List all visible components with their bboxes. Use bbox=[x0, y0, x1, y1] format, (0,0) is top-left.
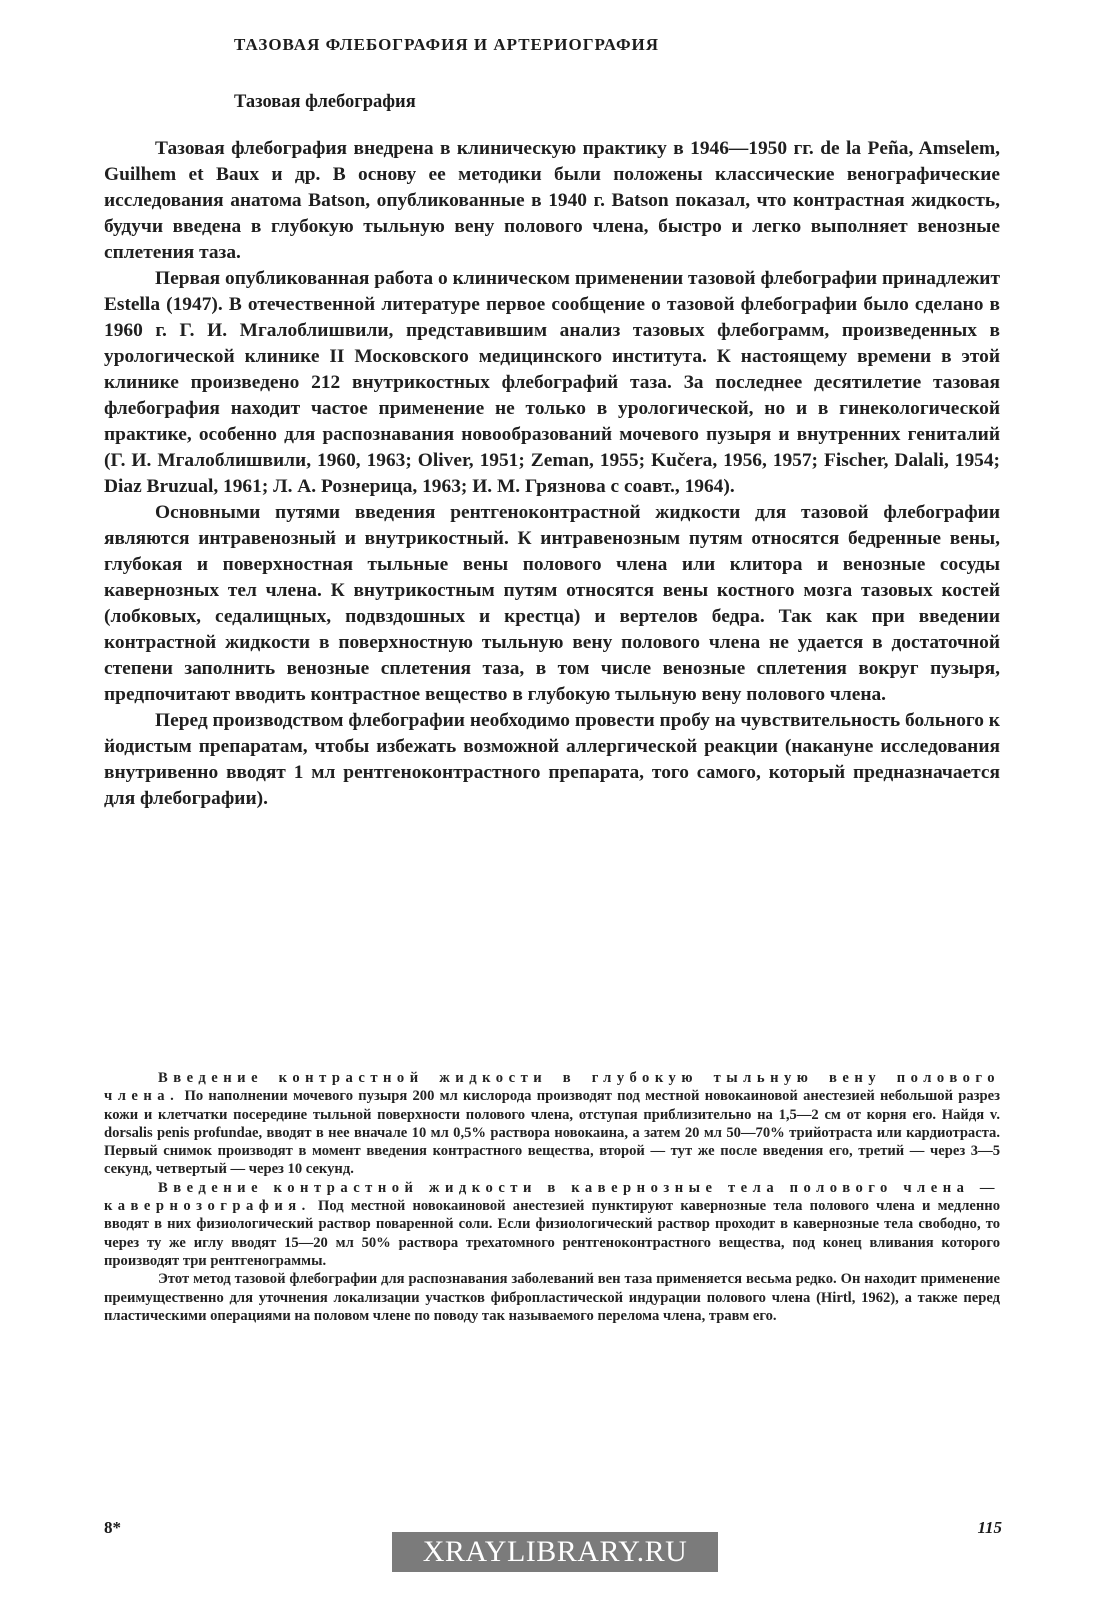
paragraph-history: Первая опубликованная работа о клиническом применении тазовой флебографии принадлежит Estella (1947). В отечественной литературе первое сообщение о тазовой флебографии было сделано в 1960 г. Г. И. Мгалоблишвили, представившим анализ тазовых флебограмм, произведенных в урологической клинике II Московского медицинского института. К настоящему времени в этой клинике произведено 212 внутрикостных флебографий таза. За последнее десятилетие тазовая флебография находит частое применение не только в урологической, но и в гинекологической практике, особенно для распознавания новообразований мочевого пузыря и внутренних гениталий (Г. И. Мгалоблишвили, 1960, 1963; Oliver, 1951; Zeman, 1955; Kučera, 1956, 1957; Fischer, Dalali, 1954; Diaz Bruzual, 1961; Л. А. Рознерица, 1963; И. М. Грязнова с соавт., 1964). bbox=[104, 268, 1000, 497]
paragraph-allergy-test: Перед производством флебографии необходимо провести пробу на чувствительность больного к йодистым препаратам, чтобы избежать возможной аллергической реакции (накануне исследования внутривенно вводят 1 мл рентгеноконтрастного препарата, того самого, который предназначается для флебографии). bbox=[104, 710, 1000, 809]
small-text-cavernosography: Под местной новокаиновой анестезией пунктируют кавернозные тела полового члена и медленно вводят в них физиологический раствор поваренной соли. Если физиологический раствор проходит в кавернозные тела свободно, то через ту же иглу вводят 15—20 мл 50% раствора трехатомного рентгеноконтрастного вещества, под конец вливания которого производят три рентгенограммы. bbox=[104, 1198, 1000, 1269]
signature-mark: 8* bbox=[104, 1518, 121, 1537]
paragraph-intro: Тазовая флебография внедрена в клиническую практику в 1946—1950 гг. de la Peña, Amselem, Guilhem et Baux и др. В основу ее методики были положены классические венографические исследования анатома Batson, опубликованные в 1940 г. Batson показал, что контрастная жидкость, будучи введена в глубокую тыльную вену полового члена, быстро и легко выполняет венозные сплетения таза. bbox=[104, 138, 1000, 263]
small-paragraph-cavernosography bbox=[104, 1179, 1000, 1270]
section-title: Тазовая флебография bbox=[234, 92, 416, 112]
paragraph-routes: Основными путями введения рентгеноконтрастной жидкости для тазовой флебографии являются интравенозный и внутрикостный. К интравенозным путям относятся бедренные вены, глубокая и поверхностная тыльные вены полового члена или клитора и венозные сосуды кавернозных тел члена. К внутрикостным путям относятся вены костного мозга тазовых костей (лобковых, седалищных, подвздошных и крестца) и вертелов бедра. Так как при введении контрастной жидкости в поверхностную тыльную вену полового члена не удается в достаточной степени заполнить венозные сплетения таза, в том числе венозные сплетения вокруг пузыря, предпочитают вводить контрастное вещество в глубокую тыльную вену полового члена. bbox=[104, 502, 1000, 705]
small-paragraph-method-usage: Этот метод тазовой флебографии для распознавания заболеваний вен таза применяется весьма редко. Он находит применение преимущественно для уточнения локализации участков фибропластической индурации полового члена (Hirtl, 1962), а также перед пластическими операциями на половом члене по поводу так называемого перелома члена, травм его. bbox=[104, 1271, 1000, 1324]
spaced-heading-cavernosography: Введение контрастной жидкости в кавернозные тела полового члена — кавернозография. bbox=[104, 1179, 1000, 1215]
spaced-heading-dorsal-vein: Введение контрастной жидкости в глубокую тыльную вену полового члена. bbox=[104, 1070, 1000, 1105]
watermark-banner: XRAYLIBRARY.RU bbox=[392, 1532, 718, 1572]
page-number: 115 bbox=[977, 1518, 1002, 1537]
small-print-text bbox=[104, 1069, 1000, 1325]
running-head: ТАЗОВАЯ ФЛЕБОГРАФИЯ И АРТЕРИОГРАФИЯ bbox=[234, 35, 660, 54]
small-text-dorsal-vein: По наполнении мочевого пузыря 200 мл кислорода производят под местной новокаиновой анестезией небольшой разрез кожи и клетчатки посередине тыльной поверхности полового члена, отступая приблизительно на 1,5—2 см от корня его. Найдя v. dorsalis penis profundae, вводят в нее вначале 10 мл 0,5% раствора новокаина, а затем 20 мл 50—70% трийотраста или кардиотраста. Первый снимок производят в момент введения контрастного вещества, второй — тут же после введения его, третий — через 3—5 секунд, четвертый — через 10 секунд. bbox=[104, 1088, 1000, 1178]
main-text bbox=[104, 136, 1000, 812]
small-paragraph-dorsal-vein bbox=[104, 1069, 1000, 1179]
